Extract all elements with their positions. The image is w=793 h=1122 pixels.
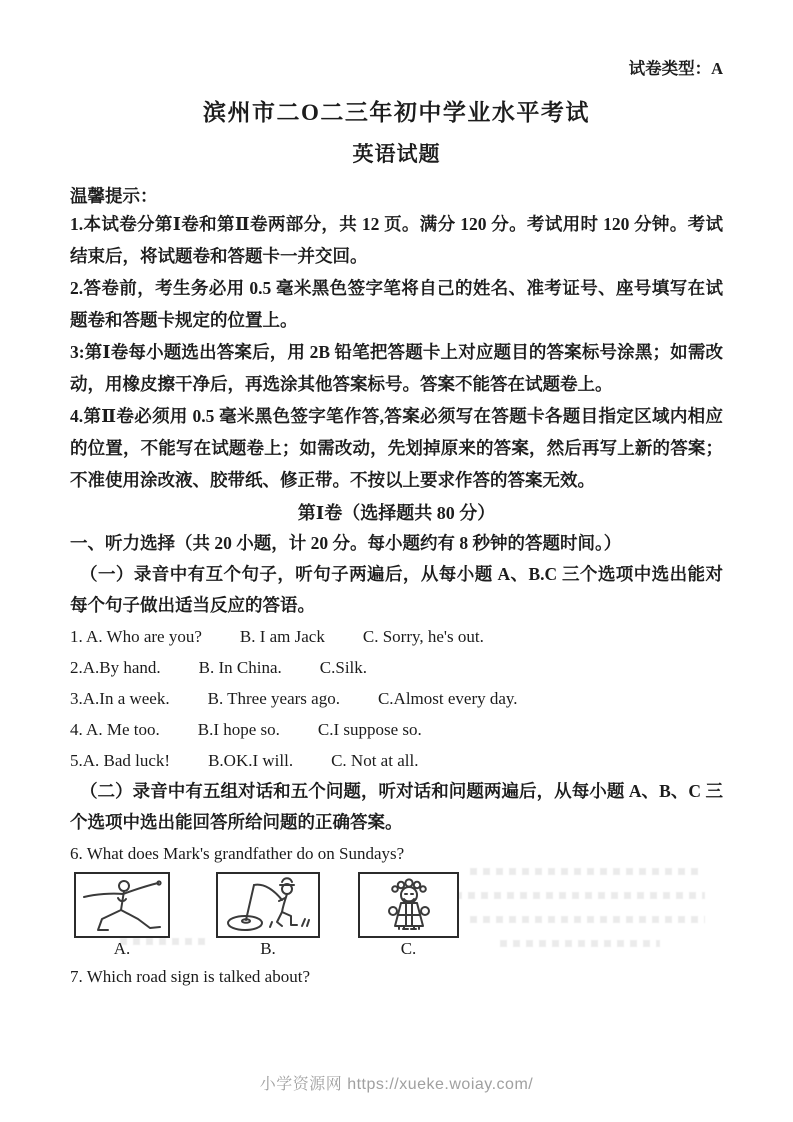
picture-label-a: A. — [113, 939, 131, 958]
exam-title: 滨州市二O二三年初中学业水平考试 — [203, 100, 590, 125]
question-6-option-a — [74, 872, 170, 959]
subsection-2-instruction: （二）录音中有五组对话和五个问题，听对话和问题两遍后，从每小题 A、B、C 三个选项中选出能回答所给问题的正确答案。 — [70, 781, 723, 832]
picture-frame-b — [216, 872, 320, 938]
question-2-option-b: B. In China. — [198, 658, 282, 677]
part1-heading: 第Ⅰ卷（选择题共 80 分） — [297, 503, 496, 523]
question-3-option-b: B. Three years ago. — [207, 689, 340, 708]
question-6-option-b — [216, 872, 320, 959]
question-1-option-a: 1. A. Who are you? — [70, 627, 202, 646]
question-3-option-c: C.Almost every day. — [377, 689, 518, 708]
notice-heading: 温馨提示： — [70, 186, 158, 206]
question-5-option-c: C. Not at all. — [331, 751, 419, 770]
question-6-picture-options — [74, 872, 723, 959]
question-4-option-c: C.I suppose so. — [317, 720, 422, 739]
notice-item-4: 4.第Ⅱ卷必须用 0.5 毫米黑色签字笔作答,答案必须写在答题卡各题目指定区域内相应的位置，不能写在试题卷上；如需改动，先划掉原来的答案，然后再写上新的答案；不准使用涂改液、胶带纸、修正带。不按以上要求作答的答案无效。 — [70, 406, 723, 490]
picture-frame-c — [358, 872, 459, 938]
listening-section-heading: 一、听力选择（共 20 小题，计 20 分。每小题约有 8 秒钟的答题时间。） — [70, 533, 622, 553]
question-2-row — [70, 652, 723, 683]
question-1-option-c: C. Sorry, he's out. — [362, 627, 484, 646]
question-2-option-c: C.Silk. — [319, 658, 368, 677]
notice-item-3: 3:第Ⅰ卷每小题选出答案后，用 2B 铅笔把答题卡上对应题目的答案标号涂黑；如需改动，用橡皮擦干净后，再选涂其他答案标号。答案不能答在试题卷上。 — [70, 342, 723, 394]
question-1-option-b: B. I am Jack — [239, 627, 325, 646]
question-5-option-b: B.OK.I will. — [208, 751, 294, 770]
question-3-option-a: 3.A.In a week. — [70, 689, 170, 708]
picture-label-c: C. — [400, 939, 417, 958]
notice-item-2: 2.答卷前，考生务必用 0.5 毫米黑色签字笔将自己的姓名、准考证号、座号填写在试题卷和答题卡规定的位置上。 — [70, 278, 723, 330]
question-7-text: 7. Which road sign is talked about? — [70, 967, 310, 986]
question-2-option-a: 2.A.By hand. — [70, 658, 161, 677]
question-3-row — [70, 683, 723, 714]
question-4-option-a: 4. A. Me too. — [70, 720, 160, 739]
question-5-option-a: 5.A. Bad luck! — [70, 751, 171, 770]
question-4-row — [70, 714, 723, 745]
question-6-option-c — [358, 872, 459, 959]
notice-item-1: 1.本试卷分第Ⅰ卷和第Ⅱ卷两部分，共 12 页。满分 120 分。考试用时 120 分钟。考试结束后，将试题卷和答题卡一并交回。 — [70, 214, 723, 266]
question-4-option-b: B.I hope so. — [197, 720, 280, 739]
picture-label-b: B. — [260, 939, 276, 958]
subject-title: 英语试题 — [352, 142, 441, 166]
paper-type-label: 试卷类型：A — [628, 59, 723, 78]
subsection-1-instruction: （一）录音中有互个句子，听句子两遍后，从每小题 A、B.C 三个选项中选出能对每个句子做出适当反应的答语。 — [70, 564, 723, 615]
boy-fishing-figure-image — [220, 876, 316, 934]
opera-costume-figure-image — [363, 876, 455, 934]
watermark-footer: 小学资源网 https://xueke.woiay.com/ — [259, 1076, 534, 1093]
tai-chi-figure-image — [78, 876, 166, 934]
question-5-row — [70, 745, 723, 776]
question-1-row — [70, 621, 723, 652]
picture-frame-a — [74, 872, 170, 938]
question-6-text: 6. What does Mark's grandfather do on Sundays? — [70, 844, 405, 863]
